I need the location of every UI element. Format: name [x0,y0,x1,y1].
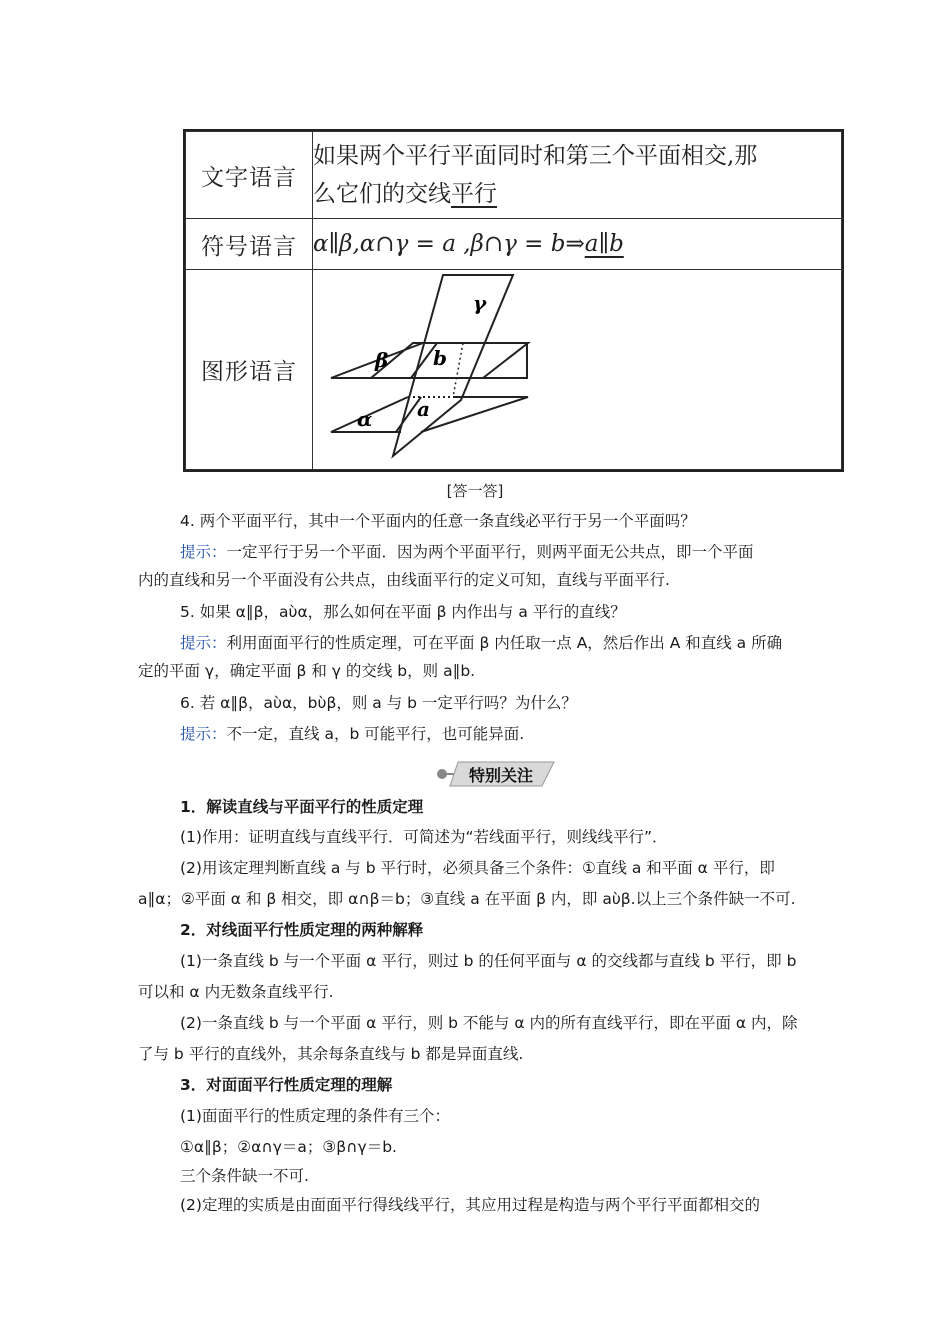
label-beta: β [375,348,389,372]
section2-p1-line1: (1)一条直线 b 与一个平面 α 平行，则过 b 的任何平面与 α 的交线都与直线 b 平行，即 b [180,952,797,970]
hint-label: 提示： [180,634,227,652]
label-b: b [433,346,447,370]
row-content-symbolic [313,219,842,270]
caption-answer: [答一答] [446,482,504,500]
section1-title: 1．解读直线与平面平行的性质定理 [180,798,424,816]
hint-5-line2: 定的平面 γ，确定平面 β 和 γ 的交线 b，则 a∥b. [138,662,476,680]
text-language-line1: 如果两个平行平面同时和第三个平面相交,那 [313,143,758,169]
text-language-line2-prefix: 么它们的交线 [313,181,451,207]
section2-title: 2．对线面平行性质定理的两种解释 [180,921,424,939]
theorem-table [183,129,844,472]
section3-p4: (2)定理的实质是由面面平行得线线平行，其应用过程是构造与两个平行平面都相交的 [180,1196,760,1214]
table-row-text [186,132,842,219]
question-4: 4. 两个平面平行，其中一个平面内的任意一条直线必平行于另一个平面吗？ [180,512,696,530]
hint-label: 提示： [180,543,227,561]
plane-beta-edge-left [331,343,483,378]
text-language-underlined: 平行 [451,181,497,207]
section1-p2-line1: (2)用该定理判断直线 a 与 b 平行时，必须具备三个条件：①直线 a 和平面 α 平行，即 [180,859,775,877]
section2-p2-line1: (2)一条直线 b 与一个平面 α 平行，则 b 不能与 α 内的所有直线平行，即在平面 α 内，除 [180,1014,798,1032]
table-row-symbolic [186,219,842,270]
hint-6-line1 [180,724,820,744]
banner-title: 特别关注 [468,766,533,785]
symbolic-underlined: a∥b [584,231,624,257]
hint-5-line1 [180,633,820,653]
plane-alpha-edge-right [421,397,528,432]
parallel-planes-diagram [313,270,846,472]
symbolic-prefix: α∥β,α∩γ = a ,β∩γ = b⇒ [313,231,585,257]
row-label-text-language: 文字语言 [186,132,313,219]
hint-4-line2: 内的直线和另一个平面没有公共点，由线面平行的定义可知，直线与平面平行. [138,571,670,589]
label-a: a [417,397,430,421]
row-label-diagram-language: 图形语言 [186,270,313,470]
plane-beta-left [371,343,527,378]
section1-p1: (1)作用：证明直线与直线平行．可简述为“若线面平行，则线线平行”． [180,828,668,846]
section3-p3: 三个条件缺一不可. [180,1167,309,1185]
section3-title: 3．对面面平行性质定理的理解 [180,1076,393,1094]
theorem-table-grid [185,131,842,470]
question-6: 6. 若 α∥β，aὺα，bὺβ，则 a 与 b 一定平行吗？为什么？ [180,694,577,712]
section2-p2-line2: 了与 b 平行的直线外，其余每条直线与 b 都是异面直线. [138,1045,524,1063]
hint-4-line1 [180,542,820,562]
hint-4-text: 一定平行于另一个平面．因为两个平面平行，则两平面无公共点，即一个平面 [226,543,754,561]
label-alpha: α [357,407,373,431]
hint-6-text: 不一定，直线 a，b 可能平行，也可能异面. [226,725,525,743]
plane-gamma [393,275,513,456]
section3-p1: (1)面面平行的性质定理的条件有三个： [180,1107,450,1125]
diagram-cell [313,270,842,470]
row-label-symbolic-language: 符号语言 [186,219,313,270]
section1-p2-line2: a∥α；②平面 α 和 β 相交，即 α∩β＝b；③直线 a 在平面 β 内，即 aὺβ.以上三个条件缺一不可. [138,890,796,908]
table-row-diagram [186,270,842,470]
section2-p1-line2: 可以和 α 内无数条直线平行. [138,983,334,1001]
section3-p2: ①α∥β；②α∩γ＝a；③β∩γ＝b. [180,1138,397,1156]
label-gamma: γ [473,291,487,315]
question-5: 5. 如果 α∥β，aὺα，那么如何在平面 β 内作出与 a 平行的直线？ [180,603,626,621]
hint-label: 提示： [180,725,227,743]
text-language-line2 [313,175,841,213]
row-content-text-language [313,132,842,219]
hint-5-text: 利用面面平行的性质定理，可在平面 β 内任取一点 A，然后作出 A 和直线 a 所确 [226,634,783,652]
